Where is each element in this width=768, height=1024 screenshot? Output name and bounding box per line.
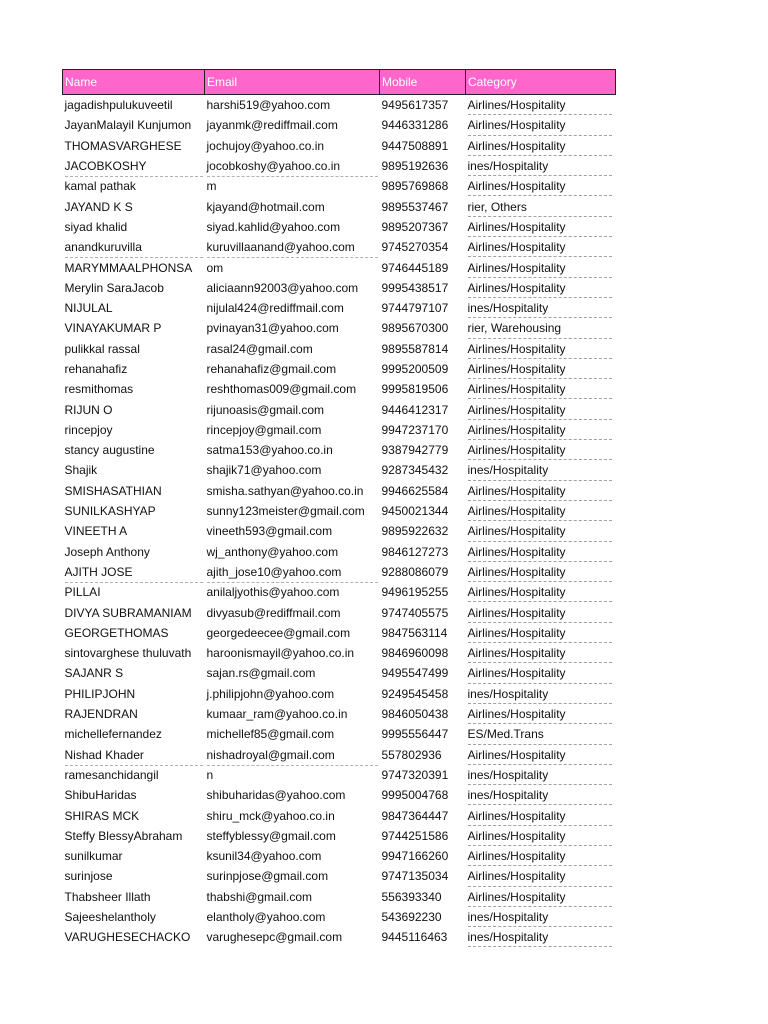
cell-email[interactable]: haroonismayil@yahoo.co.in [206,646,355,661]
cell-category[interactable]: Airlines/Hospitality [466,521,616,541]
cell-mobile[interactable]: 9495547499 [381,666,449,681]
table-row [63,887,616,907]
cell-mobile[interactable]: 9895207367 [381,219,449,234]
cell-mobile[interactable]: 9847563114 [381,625,448,640]
cell-mobile[interactable]: 9446412317 [381,402,449,417]
cell-category[interactable]: ES/Med.Trans [466,724,616,744]
header-mobile[interactable]: Mobile [380,70,466,95]
table-row [63,765,616,785]
cell-name[interactable]: RAJENDRAN [64,707,138,722]
cell-name[interactable]: resmithomas [64,382,134,397]
cell-email[interactable]: thabshi@gmail.com [206,889,313,904]
cell-name[interactable]: RIJUN O [64,402,113,417]
cell-mobile[interactable]: 9450021344 [381,504,449,519]
table-row [63,785,616,805]
cell-mobile[interactable]: 9995556447 [381,727,449,742]
cell-name[interactable]: stancy augustine [64,443,155,458]
cell-mobile[interactable]: 9895537467 [381,199,449,214]
cell-mobile[interactable]: 9287345432 [381,463,449,478]
cell-mobile[interactable]: 9447508891 [381,138,449,153]
cell-category[interactable]: Airlines/Hospitality [466,704,616,724]
header-name[interactable]: Name [63,70,205,95]
table-row [63,826,616,846]
cell-mobile[interactable]: 9995438517 [381,280,449,295]
cell-mobile[interactable]: 9744797107 [381,301,449,316]
table-row [63,745,616,765]
cell-name[interactable]: MARYMMAALPHONSA [63,257,205,277]
cell-mobile[interactable]: 556393340 [381,889,442,904]
cell-mobile[interactable]: 9947166260 [381,849,449,864]
cell-email[interactable]: kuruvillaanand@yahoo.com [206,240,355,255]
cell-name[interactable]: VINAYAKUMAR P [64,321,162,336]
cell-mobile[interactable]: 9895192636 [381,159,449,174]
cell-name[interactable]: Shajik [64,463,98,478]
cell-name[interactable]: PHILIPJOHN [64,686,136,701]
table-row [63,156,616,176]
cell-category[interactable]: Airlines/Hospitality [466,643,616,663]
table-row [63,542,616,562]
cell-name[interactable]: THOMASVARGHESE [64,138,182,153]
cell-mobile[interactable]: 9846127273 [381,544,449,559]
cell-email[interactable]: shibuharidas@yahoo.com [206,788,346,803]
cell-category[interactable]: Airlines/Hospitality [466,115,616,135]
cell-category[interactable]: Airlines/Hospitality [466,602,616,622]
cell-email[interactable]: n [205,765,380,785]
cell-email[interactable]: reshthomas009@gmail.com [206,382,357,397]
table-row [63,643,616,663]
cell-mobile[interactable]: 9746445189 [381,260,449,275]
cell-mobile[interactable]: 9387942779 [381,443,449,458]
table-row [63,278,616,298]
cell-name[interactable]: sintovarghese thuluvath [64,646,192,661]
cell-category[interactable]: ines/Hospitality [466,907,616,927]
cell-category[interactable]: Airlines/Hospitality [466,176,616,196]
table-row [63,217,616,237]
cell-name[interactable]: VARUGHESECHACKO [64,930,191,945]
table-row [63,339,616,359]
table-row [63,582,616,602]
cell-name[interactable]: sunilkumar [64,849,123,864]
cell-email[interactable]: surinpjose@gmail.com [206,869,329,884]
cell-category[interactable]: Airlines/Hospitality [466,745,616,765]
cell-name[interactable]: michellefernandez [64,727,162,742]
cell-name[interactable]: SUNILKASHYAP [64,504,156,519]
cell-mobile[interactable]: 557802936 [381,747,442,762]
cell-category[interactable]: Airlines/Hospitality [466,663,616,683]
cell-name[interactable]: DIVYA SUBRAMANIAM [64,605,192,620]
cell-name[interactable]: NIJULAL [64,301,113,316]
table-row [63,115,616,135]
cell-email[interactable]: varughesepc@gmail.com [206,930,343,945]
cell-mobile[interactable]: 9446331286 [381,118,449,133]
spreadsheet [62,69,616,947]
cell-category[interactable]: Airlines/Hospitality [466,866,616,886]
cell-email[interactable]: rasal24@gmail.com [206,341,313,356]
cell-name[interactable]: surinjose [64,869,113,884]
cell-mobile[interactable]: 9895769868 [381,179,449,194]
cell-name[interactable]: rehanahafiz [64,362,128,376]
cell-email[interactable]: elantholy@yahoo.com [206,910,326,925]
cell-email[interactable]: harshi519@yahoo.com [206,98,331,113]
cell-mobile[interactable]: 9946625584 [381,483,449,498]
cell-email[interactable]: aliciaann92003@yahoo.com [206,280,359,295]
cell-name[interactable]: SAJANR S [64,666,124,681]
cell-email[interactable]: satma153@yahoo.co.in [206,443,333,458]
cell-name[interactable]: VINEETH A [64,524,128,539]
cell-name[interactable]: pulikkal rassal [64,341,140,356]
cell-mobile[interactable]: 9895670300 [381,321,449,336]
cell-email[interactable]: smisha.sathyan@yahoo.co.in [206,483,364,498]
cell-category[interactable]: ines/Hospitality [466,298,616,318]
cell-category[interactable]: ines/Hospitality [466,684,616,704]
cell-email[interactable]: nishadroyal@gmail.com [206,747,335,762]
cell-category[interactable]: Airlines/Hospitality [466,846,616,866]
table-row [63,846,616,866]
cell-category[interactable]: ines/Hospitality [466,156,616,176]
cell-mobile[interactable]: 9747405575 [381,605,449,620]
table-row [63,196,616,216]
cell-mobile[interactable]: 9496195255 [381,585,449,600]
table-row [63,724,616,744]
cell-mobile[interactable]: 9947237170 [381,422,449,437]
cell-name[interactable]: anandkuruvilla [64,240,142,255]
table-row [63,460,616,480]
cell-category[interactable]: Airlines/Hospitality [466,481,616,501]
table-row [63,298,616,318]
cell-email[interactable]: jayanmk@rediffmail.com [206,118,338,133]
table-row [63,257,616,277]
cell-mobile[interactable]: 9288086079 [381,564,449,579]
cell-name[interactable]: Nishad Khader [64,747,144,762]
cell-category[interactable]: Airlines/Hospitality [466,399,616,419]
cell-email[interactable]: jocobkoshy@yahoo.co.in [206,159,341,174]
cell-category[interactable]: ines/Hospitality [466,460,616,480]
table-row [63,663,616,683]
cell-email[interactable]: jochujoy@yahoo.co.in [206,138,325,153]
cell-name[interactable]: PILLAI [63,582,205,602]
cell-mobile[interactable]: 9747320391 [381,767,449,782]
cell-category[interactable]: rier, Others [466,196,616,216]
cell-mobile[interactable]: 9747135034 [381,869,449,884]
header-row [63,70,616,95]
cell-email[interactable]: wj_anthony@yahoo.com [206,544,339,559]
table-row [63,623,616,643]
cell-name[interactable]: SMISHASATHIAN [64,483,162,498]
cell-name[interactable]: AJITH JOSE [64,564,133,579]
table-row [63,866,616,886]
cell-email[interactable]: ksunil34@yahoo.com [206,849,322,864]
cell-category[interactable]: Airlines/Hospitality [466,359,616,379]
cell-email[interactable]: kumaar_ram@yahoo.co.in [206,707,348,722]
cell-mobile[interactable]: 9995004768 [381,788,449,803]
cell-name[interactable]: siyad khalid [64,219,128,234]
cell-category[interactable]: Airlines/Hospitality [466,278,616,298]
cell-category[interactable]: Airlines/Hospitality [466,237,616,257]
table-row [63,440,616,460]
table-row [63,602,616,622]
table-row [63,420,616,440]
table-row [63,237,616,257]
table-row [63,399,616,419]
cell-mobile[interactable]: 543692230 [381,910,442,925]
cell-name[interactable]: Merylin SaraJacob [64,280,164,295]
cell-email[interactable]: rincepjoy@gmail.com [206,422,322,437]
table-body [63,95,616,948]
cell-category[interactable]: ines/Hospitality [466,785,616,805]
cell-name[interactable]: JAYAND K S [64,199,133,214]
table-row [63,359,616,379]
cell-category[interactable]: Airlines/Hospitality [466,501,616,521]
cell-category[interactable]: Airlines/Hospitality [466,562,616,582]
cell-category[interactable]: ines/Hospitality [466,927,616,947]
table-row [63,318,616,338]
cell-name[interactable]: kamal pathak [63,176,205,196]
cell-email[interactable]: m [205,176,380,196]
cell-category[interactable]: Airlines/Hospitality [466,887,616,907]
cell-email[interactable]: vineeth593@gmail.com [206,524,333,539]
cell-category[interactable]: Airlines/Hospitality [466,420,616,440]
cell-email[interactable]: nijulal424@rediffmail.com [206,301,344,316]
cell-email[interactable]: pvinayan31@yahoo.com [206,321,339,336]
cell-name[interactable]: Joseph Anthony [64,544,150,559]
cell-category[interactable]: Airlines/Hospitality [466,339,616,359]
cell-mobile[interactable]: 9846050438 [381,707,449,722]
cell-email[interactable]: sajan.rs@gmail.com [206,666,316,681]
contacts-table [62,69,616,947]
cell-mobile[interactable]: 9744251586 [381,828,449,843]
cell-name[interactable]: rincepjoy [64,422,113,437]
cell-mobile[interactable]: 9995819506 [381,382,449,397]
cell-name[interactable]: SHIRAS MCK [64,808,140,823]
cell-name[interactable]: jagadishpulukuveetil [64,98,173,113]
cell-category[interactable]: Airlines/Hospitality [466,440,616,460]
table-row [63,379,616,399]
cell-name[interactable]: ShibuHaridas [64,788,137,803]
cell-mobile[interactable]: 9249545458 [381,686,449,701]
cell-email[interactable]: siyad.kahlid@yahoo.com [206,219,341,234]
cell-mobile[interactable]: 9895922632 [381,524,449,539]
cell-email[interactable]: divyasub@rediffmail.com [206,605,341,620]
table-row [63,95,616,116]
cell-name[interactable]: ramesanchidangil [63,765,205,785]
cell-category[interactable]: Airlines/Hospitality [466,95,616,116]
cell-category[interactable]: ines/Hospitality [466,765,616,785]
cell-mobile[interactable]: 9846960098 [381,646,449,661]
cell-mobile[interactable]: 9745270354 [381,240,449,255]
cell-email[interactable]: sunny123meister@gmail.com [206,504,365,519]
cell-email[interactable]: shiru_mck@yahoo.co.in [206,808,335,823]
cell-email[interactable]: shajik71@yahoo.com [206,463,322,478]
cell-category[interactable]: Airlines/Hospitality [466,805,616,825]
table-row [63,136,616,156]
cell-email[interactable]: anilaljyothis@yahoo.com [205,582,380,602]
table-row [63,521,616,541]
cell-email[interactable]: rijunoasis@gmail.com [206,402,325,417]
cell-mobile[interactable]: 9895587814 [381,341,449,356]
cell-category[interactable]: Airlines/Hospitality [466,257,616,277]
cell-category[interactable]: rier, Warehousing [466,318,616,338]
cell-name[interactable]: GEORGETHOMAS [64,625,169,640]
cell-mobile[interactable]: 9445116463 [381,930,448,945]
cell-category[interactable]: Airlines/Hospitality [466,542,616,562]
cell-category[interactable]: Airlines/Hospitality [466,136,616,156]
cell-email[interactable]: steffyblessy@gmail.com [206,828,336,843]
table-row [63,704,616,724]
cell-mobile[interactable]: 9495617357 [381,98,449,113]
cell-category[interactable]: Airlines/Hospitality [466,582,616,602]
cell-email[interactable]: rehanahafiz@gmail.com [206,362,337,376]
header-category[interactable]: Category [466,70,616,95]
table-row [63,176,616,196]
cell-email[interactable]: kjayand@hotmail.com [206,199,325,214]
cell-category[interactable]: Airlines/Hospitality [466,217,616,237]
table-row [63,907,616,927]
cell-email[interactable]: michellef85@gmail.com [206,727,335,742]
header-email[interactable]: Email [205,70,380,95]
cell-category[interactable]: Airlines/Hospitality [466,623,616,643]
table-row [63,562,616,582]
cell-email[interactable]: om [205,257,380,277]
table-row [63,481,616,501]
cell-name[interactable]: Sajeeshelantholy [64,910,156,925]
cell-email[interactable]: ajith_jose10@yahoo.com [206,564,342,579]
cell-name[interactable]: Steffy BlessyAbraham [64,828,183,843]
cell-email[interactable]: georgedeecee@gmail.com [206,625,351,640]
cell-category[interactable]: Airlines/Hospitality [466,826,616,846]
cell-email[interactable]: j.philipjohn@yahoo.com [206,686,335,701]
cell-name[interactable]: Thabsheer Illath [64,889,151,904]
cell-mobile[interactable]: 9847364447 [381,808,449,823]
table-row [63,501,616,521]
cell-mobile[interactable]: 9995200509 [381,362,449,376]
table-row [63,805,616,825]
cell-category[interactable]: Airlines/Hospitality [466,379,616,399]
table-row [63,927,616,947]
table-row [63,684,616,704]
cell-name[interactable]: JayanMalayil Kunjumon [64,118,192,133]
cell-name[interactable]: JACOBKOSHY [64,159,147,174]
